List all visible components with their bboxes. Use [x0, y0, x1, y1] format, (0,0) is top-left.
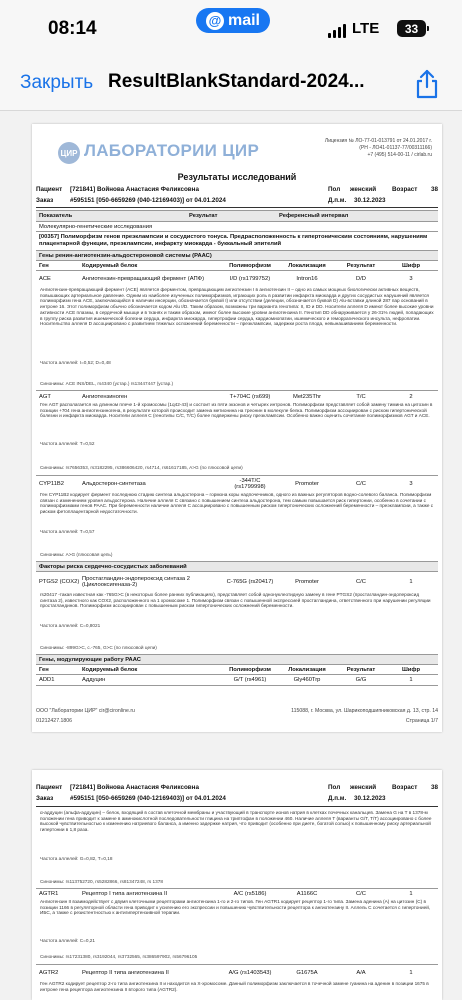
gene: PTGS2 (COX2): [39, 579, 80, 585]
col-code: Шифр: [401, 262, 420, 269]
license-line: (РН - ЛО41-01137-77/00311166): [359, 145, 432, 151]
share-icon[interactable]: [412, 68, 442, 100]
result: A/A: [356, 970, 366, 976]
table-row-agtr2: [36, 964, 438, 981]
col-gene: Ген: [39, 666, 49, 673]
sex-value: женский: [350, 784, 377, 791]
col-reference: Референсный интервал: [279, 213, 349, 219]
col-polymorphism: Полиморфизм: [229, 262, 271, 269]
patient-label: Пациент: [36, 784, 63, 791]
ace-frequency: Частота аллелей: I=0,52; D=0,48: [40, 360, 111, 365]
ace-synonyms: Синонимы: ACE INS/DEL, rs4340 (устар.) rs13447447 (устар.): [40, 381, 174, 386]
section-label: [00357] Полиморфизм генов преэклампсии и сосудистого тонуса. Предрасположенность к гипертоническим состояниям, нарушениям плацентарной функции, преэклампсии, инфаркту миокарда - буккальный эпителий: [39, 234, 428, 247]
col-localization: Локализация: [288, 262, 326, 269]
code: 3: [409, 481, 413, 487]
localization: G1675A: [296, 970, 318, 976]
col-polymorphism: Полиморфизм: [229, 666, 271, 673]
order-line: [36, 795, 438, 802]
file-title: ResultBlankStandard-2024...: [108, 71, 365, 92]
add1-description: α-аддуцин (альфа-аддуцин) – белок, входящий в состав клеточной мембраны и участвующий в транспорте ионов натрия в клетках почечных канальцев. Замена G на T в 1378-м положении гена приводит к замене в аминокислотной последовательности глицина на триптофан в положении 460. Наличие аллеля T (варианты G/T, T/T) ассоциировано с более высокой чувствительностью к изменению натриевого баланса, а именно задержке натрия, что приводит (особенно при диете, богатой солью) к повышенному риску артериальной гипертонии в 1,8 раза.: [40, 810, 432, 833]
patient-label: Пациент: [36, 186, 63, 193]
result: G/G: [355, 677, 367, 683]
section-label: Гены, модулирующие работу РААС: [39, 656, 141, 663]
gene: CYP11B2: [39, 481, 65, 487]
table-header: [36, 210, 438, 221]
table-row-agt: [36, 390, 438, 402]
code: 3: [409, 276, 413, 282]
code: 2: [409, 393, 413, 400]
ptgs2-synonyms: Синонимы: -899G>C, c.-765, G>C (по плюсовой цепи): [40, 645, 157, 650]
result: D/D: [356, 276, 366, 282]
code: 1: [409, 970, 413, 976]
polymorphism: G/T (rs4961): [233, 677, 267, 683]
protein: Ангиотензиноген: [82, 393, 128, 400]
viewer-header: [0, 60, 462, 111]
license-line: Лицензия № ЛО-77-01-013791 от 24.01.2017 г.: [324, 138, 432, 144]
agtr2-description: Ген AGTR2 кодирует рецептор 2-го типа ангиотензина II и находится на X-хромосоме. Данный полиморфизм заключается в точечной замене гуанина на аденин в позиции 1675 в интроне гена рецептора ангиотензина II второго типа (AGTR2).: [40, 981, 429, 992]
section-molecular: [36, 221, 438, 231]
battery-level: 33: [404, 21, 419, 36]
cyp11b2-synonyms: Синонимы: A>G (плюсовая цепь): [40, 552, 113, 557]
date-label: Д.п.м.: [328, 197, 347, 204]
section-label: Факторы риска сердечно-сосудистых заболеваний: [39, 563, 187, 570]
col-protein: Кодируемый белок: [82, 666, 138, 673]
results-title: Результаты исследований: [177, 172, 297, 182]
license-line: +7 (495) 514-00-11 / cirlab.ru: [367, 152, 432, 158]
order-line: [36, 197, 438, 204]
order-value: #595151 [050-6659269 (040-12169403)] от 04.01.2024: [70, 795, 226, 802]
localization: Met235Thr: [292, 393, 322, 400]
network-type: LTE: [352, 20, 380, 37]
polymorphism: I/D (rs1799752): [229, 276, 271, 282]
table-row-ace: [36, 270, 438, 287]
code: 1: [409, 677, 413, 683]
mail-app-pill[interactable]: [196, 8, 270, 33]
agt-synonyms: Синонимы: rs7656353, rs3182295, rs386606420, rs4714, rs61617185, A>G (по плюсовой цепи): [40, 465, 243, 470]
agt-frequency: Частота аллелей: T=0,52: [40, 441, 95, 446]
patient-name: [721841] Войнова Анастасия Феликсовна: [70, 186, 199, 193]
status-bar: [0, 0, 462, 60]
localization: Gly460Trp: [293, 677, 321, 683]
agtr1-frequency: Частота аллелей: C=0,21: [40, 938, 96, 943]
polymorphism: C-765G (rs20417): [226, 579, 274, 585]
table-row-ptgs2: [36, 571, 438, 592]
clock: 08:14: [48, 18, 97, 39]
localization: Promoter: [295, 579, 319, 585]
order-label: Заказ: [36, 197, 54, 204]
gene-table-header: [36, 260, 438, 270]
protein: Рецептор I типа ангиотензина II: [82, 891, 168, 897]
sex-value: женский: [350, 186, 377, 193]
page-footer-2: [36, 718, 438, 724]
col-result: Результат: [189, 213, 218, 219]
col-localization: Локализация: [288, 666, 326, 673]
mail-app-label: mail: [227, 11, 260, 29]
footer-address: 115088, г. Москва, ул. Шарикоподшипниковская д. 13, стр. 14: [291, 708, 438, 714]
lab-logo-icon: ЦИР: [58, 142, 80, 164]
table-row-cyp11b2: [36, 475, 438, 492]
result: C/C: [356, 481, 366, 487]
protein: Альдостерон-синтетаза: [82, 481, 146, 487]
ptgs2-frequency: Частота аллелей: C=0,8021: [40, 623, 101, 628]
document-page-2[interactable]: [32, 770, 442, 1000]
add1-frequency: Частота аллелей: G=0,82, T=0,18: [40, 856, 113, 861]
at-sign-icon: @: [206, 12, 224, 30]
gene: AGTR2: [39, 970, 59, 976]
protein: Простагландин-эндопероксид синтаза 2 (Циклооксигеназа-2): [82, 576, 190, 588]
signal-icon: [328, 24, 346, 38]
section-label: Молекулярно-генетические исследования: [39, 223, 153, 230]
license-info: [325, 138, 432, 159]
polymorphism: T+704C (rs699): [229, 393, 271, 400]
col-gene: Ген: [39, 262, 49, 269]
patient-name: [721841] Войнова Анастасия Феликсовна: [70, 784, 199, 791]
order-label: Заказ: [36, 795, 54, 802]
agtr1-description: Ангиотензин II взаимодействует с двумя клеточными рецепторами ангиотензина 1-го и 2-го типов. Ген AGTR1 кодирует рецептор 1-го типа. Замена аденина (А) на цитозин (С) в позиции 1166 в регуляторной области гена приводит к усилению его экспрессии и повышению чувствительности рецептора к ангиотензину II. Аллель С сочетается с гипертонией, ИБС, а также с резистентностью к антигипертензивной терапии.: [40, 899, 431, 916]
footer-code: 01212427.1806: [36, 718, 73, 724]
patient-line: [36, 186, 438, 193]
polymorphism: -344T/C (rs1799998): [234, 478, 266, 490]
agt-description: Ген AGT располагается на длинном плече 1-й хромосомы (1q42-43) и состоит из пяти экзонов и четырех интронов. Полиморфизм представляет собой замену тимина на цитозин в позиции +704 гена ангиотензиногена, в результате которой происходит замена метионина на треонин в молекуле белка. Полиморфизм ассоциирован с риском гипертонической болезни и инфаркта миокарда. Носители аллеля С (генотипы С/С, Т/С) более подвержены риску преэклампсии. Особенно важно оценить сочетание полиморфизмов AGT и ACE.: [40, 402, 433, 419]
gene: ACE: [39, 276, 51, 282]
protein: Рецептор II типа ангиотензина II: [82, 970, 169, 976]
polymorphism: A/C (rs5186): [233, 891, 267, 897]
col-code: Шифр: [401, 666, 420, 673]
table-row-add1: [36, 674, 438, 686]
col-result: Результат: [346, 666, 376, 673]
cyp11b2-description: Ген CYP11B2 кодирует фермент последнюю стадию синтеза альдостерона – гормона коры надпочечников, одного из важных регуляторов водно-солевого баланса. Полиморфизм связан с изменением уровня альдостерона. Наличие аллеля С связано с повышением синтеза альдостерона, тем самым повышается риск гипертонии, особенно в сочетании с полиморфизмами генов РААС. При беременности наличие аллеля С ассоциировано с повышенным риском гипертонических осложнений беременности – преэклампсии, а также с риском фетоплацентарной недостаточности.: [40, 492, 434, 515]
sex-label: Пол: [328, 784, 341, 791]
section-raas: [36, 250, 438, 260]
section-cardiovascular-risk: [36, 561, 438, 571]
section-raas-modulators: [36, 654, 438, 664]
page-footer: [36, 708, 438, 714]
code: 1: [409, 579, 413, 585]
protein: Аддуцин: [82, 677, 106, 683]
age-value: 38: [430, 784, 438, 791]
add1-synonyms: Синонимы: rs113752720, rs5282866, rs81347248, rs 1378: [40, 879, 163, 884]
section-label: Гены ренин-ангиотензин-альдостероновой системы (РААС): [39, 252, 212, 259]
document-page-1[interactable]: [32, 124, 442, 732]
code: 1: [409, 891, 413, 897]
result: C/C: [356, 579, 366, 585]
age-label: Возраст: [392, 784, 418, 791]
divider: [36, 207, 438, 208]
table-row-agtr1: [36, 888, 438, 899]
gene: AGTR1: [39, 891, 59, 897]
date-label: Д.п.м.: [328, 795, 347, 802]
result: T/C: [356, 393, 366, 400]
cyp11b2-frequency: Частота аллелей: T=0,57: [40, 529, 95, 534]
protein: Ангиотензин-превращающий фермент (АПФ): [82, 276, 205, 282]
battery-icon: [397, 20, 426, 37]
col-protein: Кодируемый белок: [82, 262, 138, 269]
section-preeclampsia-panel: [36, 231, 438, 250]
age-value: 38: [430, 186, 438, 193]
agtr1-synonyms: Синонимы: rs17231380, rs3192044, rs3732565, rs386597902, rs56796105: [40, 954, 198, 959]
gene-table-header: [36, 664, 438, 674]
lab-name: ЛАБОРАТОРИИ ЦИР: [84, 141, 260, 160]
divider: [36, 806, 438, 807]
order-value: #595151 [050-6659269 (040-12169403)] от 04.01.2024: [70, 197, 226, 204]
sex-label: Пол: [328, 186, 341, 193]
localization: A1166C: [296, 891, 318, 897]
col-indicator: Показатель: [39, 213, 73, 219]
footer-company: ООО "Лаборатории ЦИР" cir@cironline.ru: [36, 708, 135, 714]
date-value: 30.12.2023: [354, 197, 386, 204]
localization: Promoter: [295, 481, 319, 487]
patient-line: [36, 784, 438, 791]
age-label: Возраст: [392, 186, 418, 193]
ace-description: Ангиотензин-превращающий фермент (ACE) является ферментом, превращающим ангиотензин I в ангиотензин II – одно из самых мощных биологически активных веществ, повышающих артериальное давление. Одним из наиболее изученных полиморфизмов, играющих роль в развитии инфаркта миокарда и других сосудистых нарушений является полиморфизм гена ACE, заключающийся в наличии инсерции, обозначается буквой I) или отсутствии (делеции, обозначается буквой D) Alu-вставки длиной 287 пар оснований в интроне 16. Этот полиморфизм обычно обозначается кодом Alu I/D. Таким образом, возможны три варианта генотипа: II, ID и DD. Носители аллеля D имеют более высокие уровни активности ACE плазмы, в сердечной мышце и в тканях и таким образом, имеют более высокие уровни ангиотензина II. Генотип DD обнаруживается у 26-31% людей, попадающих в группу риска развития ишемической болезни сердца, инфаркта миокарда, гипертрофии сердца, кардиомиопатии, ишемического и геморрагического инсульта, нефропатии. Носительство аллеля D ассоциировано с развитием тяжелых осложнений беременности – преэклампсии, задержки роста плода, невынашиванием беременности.: [40, 287, 434, 327]
result: C/C: [356, 891, 366, 897]
polymorphism: A/G (rs1403543): [228, 970, 272, 976]
col-result: Результат: [346, 262, 376, 269]
localization: Intron16: [296, 276, 318, 282]
ptgs2-description: rs20417 -такая известная как -765G>C (в некоторых более ранних публикациях), представляет собой однонуклеотидную замену в гене PTGS2 (простагландин-эндопероксид синтаза 2), известного как COX2, расположенного на 1 хромосоме 1. Полиморфизм связан с повышенной экспрессией простагландина, ответственного при нарушении регуляции простагландинов. Полиморфизм ассоциирован с повышенным риском гипертонических осложнений беременности.: [40, 592, 431, 609]
gene: ADD1: [39, 677, 55, 683]
page-number: Страница 1/7: [405, 718, 438, 724]
close-button[interactable]: Закрыть: [20, 72, 94, 93]
gene: AGT: [39, 393, 51, 400]
date-value: 30.12.2023: [354, 795, 386, 802]
